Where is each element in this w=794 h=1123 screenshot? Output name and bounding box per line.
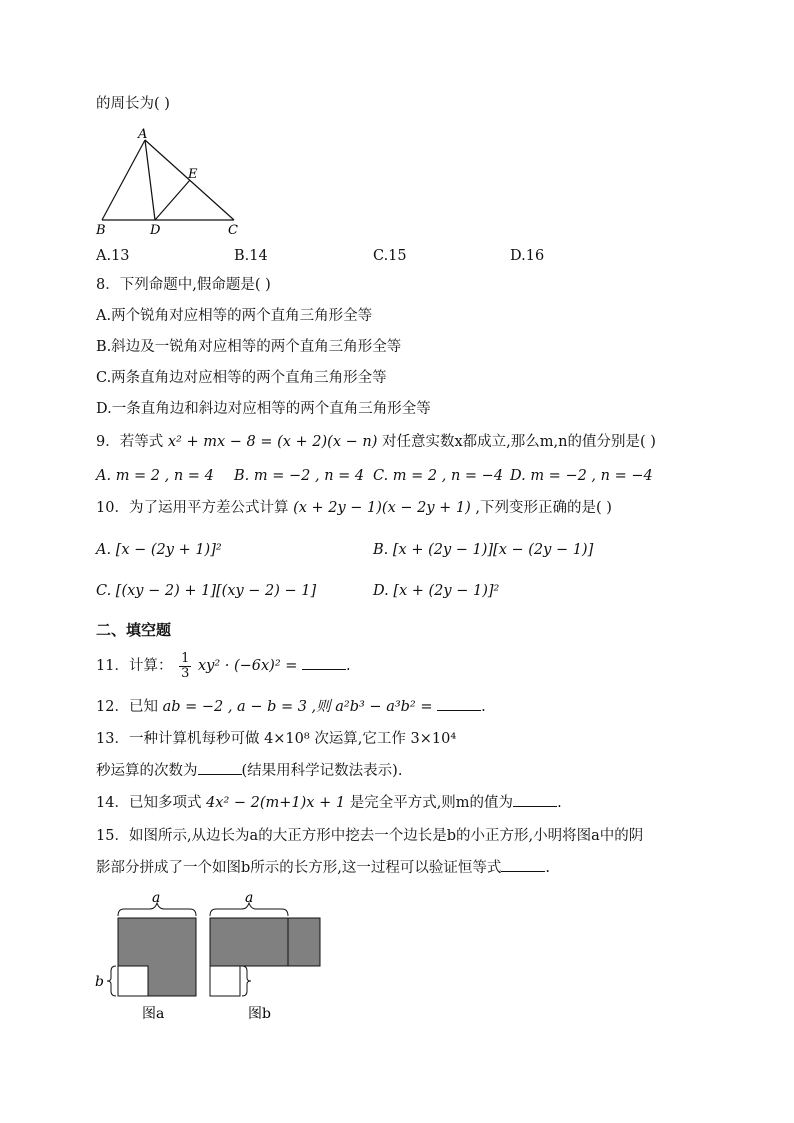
q11-end: . bbox=[346, 658, 351, 674]
q8-option-b[interactable]: B.斜边及一锐角对应相等的两个直角三角形全等 bbox=[96, 339, 402, 355]
q10-option-d[interactable]: D. [x + (2y − 1)]² bbox=[373, 583, 500, 599]
q8-option-d[interactable]: D.一条直角边和斜边对应相等的两个直角三角形全等 bbox=[96, 401, 431, 417]
q7-option-b[interactable]: B.14 bbox=[234, 248, 268, 264]
q12-answer-blank[interactable] bbox=[437, 696, 481, 711]
q7-triangle-figure bbox=[92, 124, 252, 236]
fig-b-rect-left bbox=[210, 918, 288, 966]
q7-stem-tail: 的周长为( ) bbox=[96, 96, 170, 112]
section-title: 二、填空题 bbox=[96, 621, 172, 639]
label-C: C bbox=[228, 223, 238, 236]
q9-equation: x² + mx − 8 = (x + 2)(x − n) bbox=[167, 434, 378, 450]
q15-end: . bbox=[545, 860, 550, 876]
q11-expression: xy² · (−6x)² = bbox=[197, 658, 298, 674]
q13-line1-prefix: 13．一种计算机每秒可做 bbox=[96, 731, 260, 747]
label-D: D bbox=[150, 223, 161, 236]
q11-frac-den: 3 bbox=[181, 665, 190, 681]
q11-answer-blank[interactable] bbox=[302, 655, 346, 670]
q13-rate: 4×10⁸ bbox=[264, 731, 310, 747]
q8-option-a[interactable]: A.两个锐角对应相等的两个直角三角形全等 bbox=[96, 308, 373, 324]
q14-line bbox=[96, 792, 562, 813]
q11-fraction bbox=[179, 652, 191, 681]
q10-stem-prefix: 10．为了运用平方差公式计算 bbox=[96, 500, 289, 516]
q9-option-a[interactable]: A. m = 2 , n = 4 bbox=[96, 468, 214, 484]
fig-b-rect-right bbox=[288, 918, 320, 966]
q10-stem bbox=[96, 498, 612, 518]
q15-answer-blank[interactable] bbox=[501, 857, 545, 872]
q15-line2-text: 影部分拼成了一个如图b所示的长方形,这一过程可以验证恒等式 bbox=[96, 860, 502, 876]
q12-expression: ab = −2 , a − b = 3 ,则 a²b³ − a³b² = bbox=[162, 699, 433, 715]
q12-end: . bbox=[481, 699, 486, 715]
q9-option-c[interactable]: C. m = 2 , n = −4 bbox=[373, 468, 504, 484]
q13-line2 bbox=[96, 760, 402, 781]
q11-prefix: 11．计算： bbox=[96, 658, 173, 674]
label-B: B bbox=[96, 223, 106, 236]
fig-b-label-a: a bbox=[245, 890, 254, 906]
fig-a-small-square bbox=[118, 966, 148, 996]
q10-option-b[interactable]: B. [x + (2y − 1)][x − (2y − 1)] bbox=[373, 542, 594, 558]
fig-b-caption: 图b bbox=[248, 1006, 271, 1022]
q13-line1-mid: 次运算,它工作 bbox=[314, 731, 406, 747]
q9-stem bbox=[96, 432, 656, 452]
q13-answer-blank[interactable] bbox=[198, 760, 242, 775]
q8-stem: 8．下列命题中,假命题是( ) bbox=[96, 277, 271, 293]
q13-line1 bbox=[96, 729, 456, 749]
q13-line2-suffix: (结果用科学记数法表示). bbox=[241, 763, 403, 779]
q14-end: . bbox=[557, 795, 562, 811]
label-E: E bbox=[188, 167, 198, 182]
fig-a-caption: 图a bbox=[142, 1006, 165, 1022]
q15-line2 bbox=[96, 857, 550, 878]
q8-option-c[interactable]: C.两条直角边对应相等的两个直角三角形全等 bbox=[96, 370, 387, 386]
q14-answer-blank[interactable] bbox=[513, 792, 557, 807]
q12-prefix: 12．已知 bbox=[96, 699, 158, 715]
q11-frac-num: 1 bbox=[181, 650, 190, 666]
q10-stem-suffix: ,下列变形正确的是( ) bbox=[475, 500, 612, 516]
q9-stem-prefix: 9．若等式 bbox=[96, 434, 164, 450]
q11-line bbox=[96, 651, 351, 681]
fig-a-brace-left bbox=[107, 966, 116, 996]
fig-a-label-b: b bbox=[95, 974, 104, 990]
q12-line bbox=[96, 696, 486, 717]
q7-option-c[interactable]: C.15 bbox=[373, 248, 407, 264]
q7-option-d[interactable]: D.16 bbox=[510, 248, 545, 264]
q14-prefix: 14．已知多项式 bbox=[96, 795, 202, 811]
q9-option-b[interactable]: B. m = −2 , n = 4 bbox=[234, 468, 365, 484]
q15-line1: 15．如图所示,从边长为a的大正方形中挖去一个边长是b的小正方形,小明将图a中的阴 bbox=[96, 828, 644, 844]
q9-stem-suffix: 对任意实数x都成立,那么m,n的值分别是( ) bbox=[381, 434, 656, 450]
fig-b-small-square bbox=[210, 966, 240, 996]
q13-line2-prefix: 秒运算的次数为 bbox=[96, 763, 198, 779]
q14-expression: 4x² − 2(m+1)x + 1 bbox=[206, 795, 346, 811]
label-A: A bbox=[138, 127, 148, 142]
fig-a-label-a: a bbox=[152, 890, 161, 906]
fig-b-brace-right bbox=[242, 966, 251, 996]
q14-suffix: 是完全平方式,则m的值为 bbox=[349, 795, 514, 811]
q10-option-c[interactable]: C. [(xy − 2) + 1][(xy − 2) − 1] bbox=[96, 583, 317, 599]
q10-expression: (x + 2y − 1)(x − 2y + 1) bbox=[293, 500, 471, 516]
q7-option-a[interactable]: A.13 bbox=[96, 248, 130, 264]
q10-option-a[interactable]: A. [x − (2y + 1)]² bbox=[96, 542, 222, 558]
q9-option-d[interactable]: D. m = −2 , n = −4 bbox=[510, 468, 653, 484]
q15-figures bbox=[92, 886, 332, 1024]
q13-time: 3×10⁴ bbox=[410, 731, 457, 747]
